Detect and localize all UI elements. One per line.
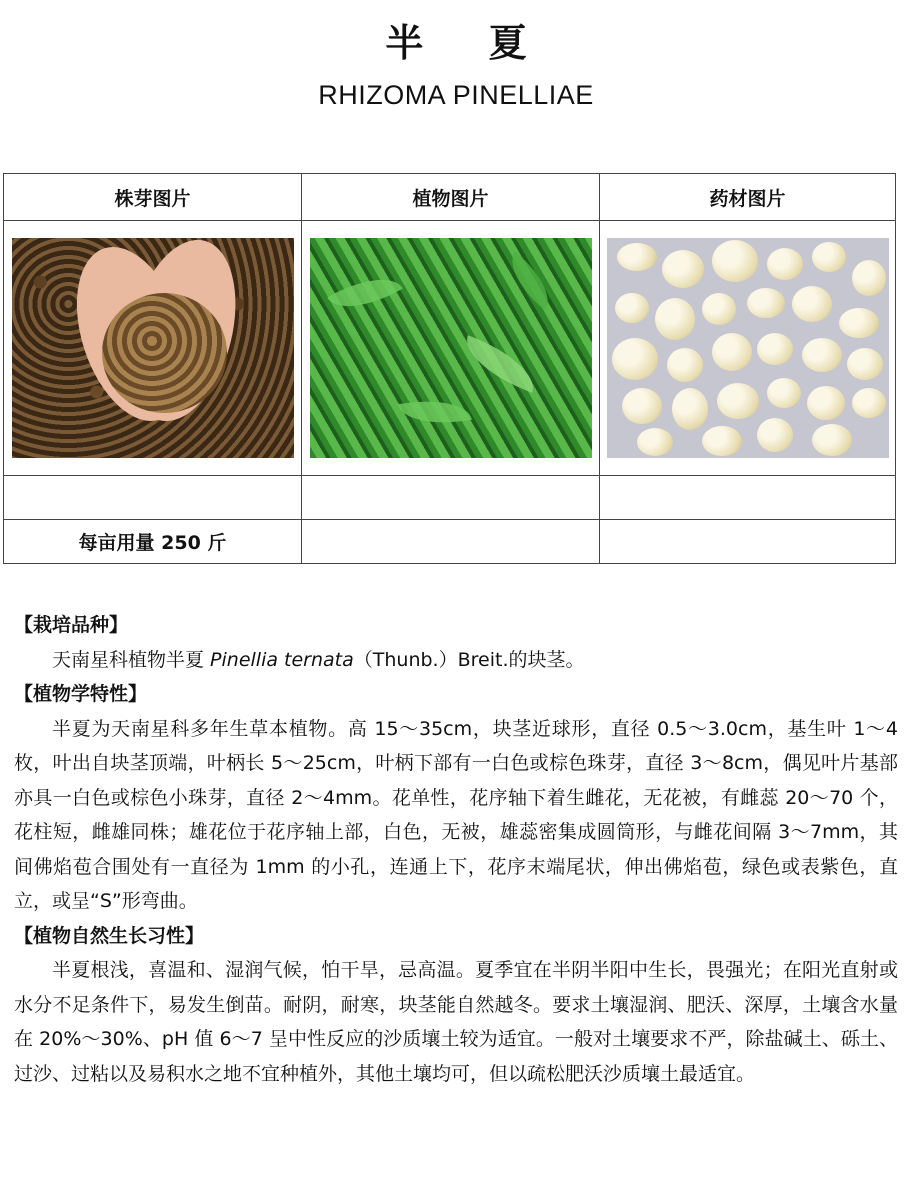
tuber-shape [702, 426, 742, 456]
tuber-shape [839, 308, 879, 338]
header-bulbil-pictures: 株芽图片 [4, 174, 302, 221]
tuber-shape [662, 250, 704, 288]
tuber-shape [852, 260, 886, 296]
tuber-shape [617, 243, 657, 271]
bulbil-image-cell [4, 221, 302, 476]
tuber-shape [712, 240, 758, 282]
tuber-shape [767, 248, 803, 280]
tuber-shape [802, 338, 842, 372]
tuber-shape [757, 333, 793, 365]
variety-text-post: （Thunb.）Breit.的块茎。 [353, 648, 585, 671]
tuber-shape [667, 348, 703, 382]
leaf-shape [456, 335, 542, 392]
tuber-shape [622, 388, 662, 424]
header-herb-pictures: 药材图片 [600, 174, 896, 221]
tuber-shape [615, 293, 649, 323]
header-plant-pictures: 植物图片 [302, 174, 600, 221]
herb-photo [607, 238, 889, 458]
habit-paragraph: 半夏根浅，喜温和、湿润气候，怕干旱，忌高温。夏季宜在半阴半阳中生长，畏强光；在阳光直射或水分不足条件下，易发生倒苗。耐阴，耐寒，块茎能自然越冬。要求土壤湿润、肥沃、深厚，土壤含水量在 20%～30%、pH 值 6～7 呈中性反应的沙质壤土较为适宜。一般对土壤要求不严，除盐碱土、砾土、过沙、过粘以及易积水之地不宜种植外，其他土壤均可，但以疏松肥沃沙质壤土最适宜。 [14, 959, 898, 1085]
image-table [3, 173, 896, 564]
tuber-shape [672, 388, 708, 430]
plant-photo [310, 238, 592, 458]
variety-paragraph [14, 643, 898, 678]
tuber-shape [792, 286, 832, 322]
table-header-row [4, 174, 896, 221]
bulbil-photo [12, 238, 294, 458]
tuber-shape [612, 338, 658, 380]
tuber-shape [767, 378, 801, 408]
table-usage-row [4, 520, 896, 564]
variety-text-pre: 天南星科植物半夏 [52, 648, 211, 671]
leaf-shape [398, 392, 472, 432]
page-subtitle: RHIZOMA PINELLIAE [318, 80, 594, 110]
document-body [14, 608, 898, 1091]
blank-cell [4, 476, 302, 520]
blank-cell [600, 476, 896, 520]
blank-cell [302, 520, 600, 564]
table-image-row [4, 221, 896, 476]
page-title: 半 夏 [385, 21, 553, 65]
blank-cell [600, 520, 896, 564]
tuber-shape [847, 348, 883, 380]
usage-per-mu: 每亩用量 250 斤 [4, 520, 302, 564]
leaf-shape [327, 263, 403, 324]
section-heading-habit: 【植物自然生长习性】 [14, 924, 205, 947]
section-heading-botany: 【植物学特性】 [14, 683, 148, 705]
tuber-shape [812, 242, 846, 272]
section-heading-variety: 【栽培品种】 [14, 614, 129, 636]
latin-name: Pinellia ternata [210, 648, 354, 671]
botany-paragraph: 半夏为天南星科多年生草本植物。高 15～35cm，块茎近球形，直径 0.5～3.0cm，基生叶 1～4 枚，叶出自块茎顶端，叶柄长 5～25cm，叶柄下部有一白色或棕色珠芽，直径 3～8cm，偶见叶片基部亦具一白色或棕色小珠芽，直径 2～4mm。花单性，花序轴下着生雌花，无花被，有雌蕊 20～70 个，花柱短，雌雄同株；雄花位于花序轴上部，白色，无被，雄蕊密集成圆筒形，与雌花间隔 3～7mm，其间佛焰苞合围处有一直径为 1mm 的小孔，连通上下，花序末端尾状，伸出佛焰苞，绿色或表紫色，直立，或呈“S”形弯曲。 [14, 717, 898, 912]
tuber-shape [637, 428, 673, 456]
tuber-shape [702, 293, 736, 325]
plant-image-cell [302, 221, 600, 476]
blank-cell [302, 476, 600, 520]
tuber-shape [757, 418, 793, 452]
tuber-shape [812, 424, 852, 456]
herb-image-cell [600, 221, 896, 476]
leaf-shape [498, 252, 561, 310]
tuber-shape [852, 388, 886, 418]
tuber-shape [712, 333, 752, 371]
tuber-shape [717, 383, 759, 419]
bulbil-pile [102, 293, 227, 413]
table-blank-row [4, 476, 896, 520]
tuber-shape [807, 386, 845, 420]
tuber-shape [747, 288, 785, 318]
tuber-shape [655, 298, 695, 340]
